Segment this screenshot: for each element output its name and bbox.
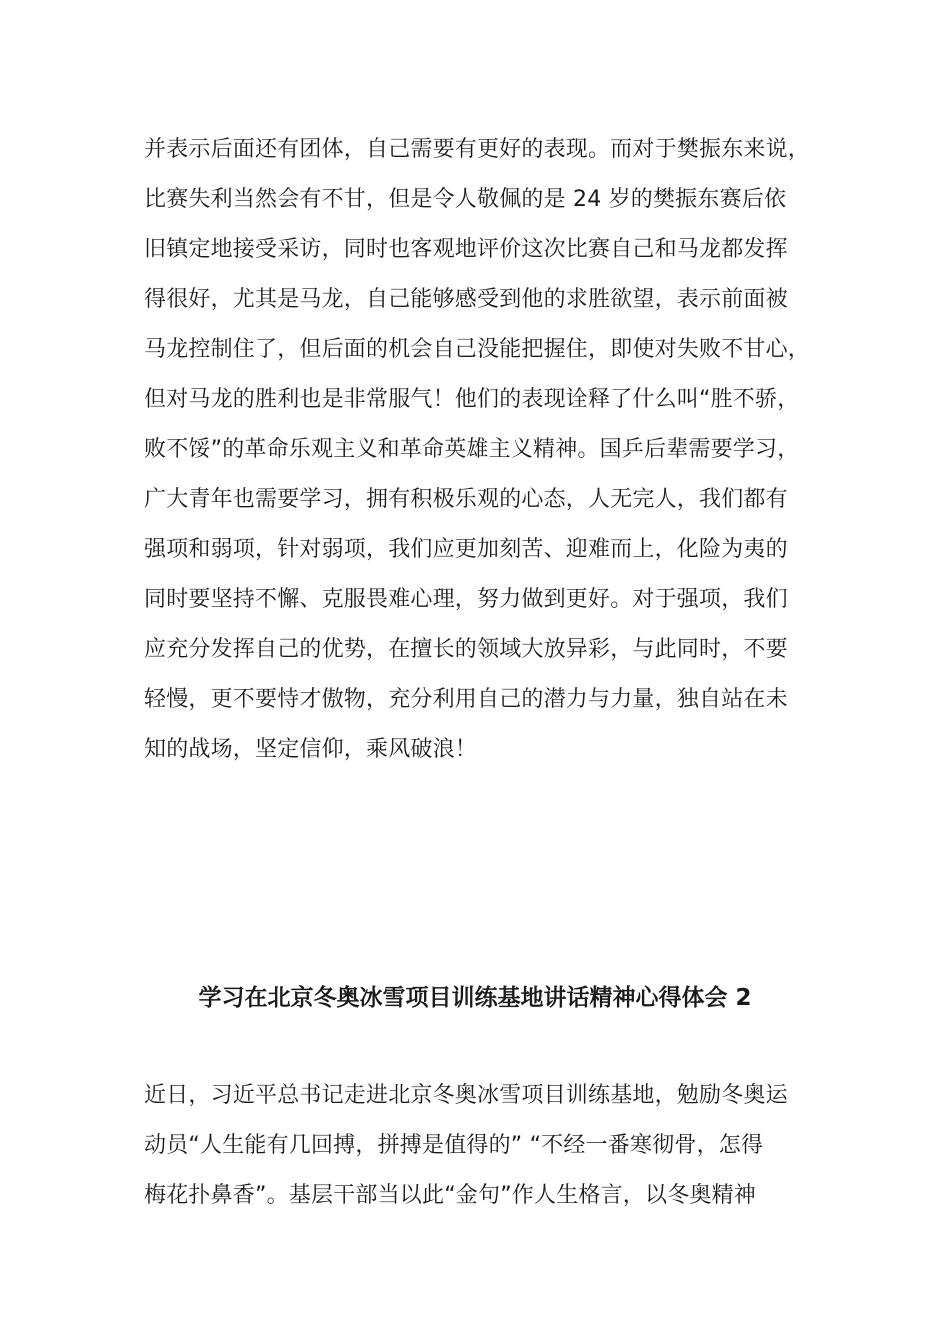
- body-paragraph-1: [144, 125, 811, 775]
- paragraph-line: 动员“人生能有几回搏，拼搏是值得的” “不经一番寒彻骨，怎得: [144, 1133, 764, 1158]
- paragraph-line: 败不馁”的革命乐观主义和革命英雄主义精神。国乒后辈需要学习，: [144, 437, 800, 462]
- paragraph-line: 梅花扑鼻香”。基层干部当以此“金句”作人生格言，以冬奥精神: [144, 1183, 756, 1208]
- paragraph-line: 知的战场，坚定信仰，乘风破浪！: [144, 737, 478, 762]
- paragraph-line: 马龙控制住了，但后面的机会自己没能把握住，即使对失败不甘心，: [144, 337, 811, 362]
- paragraph-line: 轻慢，更不要恃才傲物，充分利用自己的潜力与力量，独自站在未: [144, 687, 788, 712]
- paragraph-line: 但对马龙的胜利也是非常服气！他们的表现诠释了什么叫“胜不骄，: [144, 387, 800, 412]
- body-paragraph-2: [144, 1071, 808, 1221]
- paragraph-line: 同时要坚持不懈、克服畏难心理，努力做到更好。对于强项，我们: [144, 587, 788, 612]
- paragraph-line: 并表示后面还有团体，自己需要有更好的表现。而对于樊振东来说，: [144, 137, 811, 162]
- section-heading: 学习在北京冬奥冰雪项目训练基地讲话精神心得体会 2: [198, 985, 752, 1011]
- paragraph-line: 得很好，尤其是马龙，自己能够感受到他的求胜欲望，表示前面被: [144, 287, 788, 312]
- paragraph-line: 强项和弱项，针对弱项，我们应更加刻苦、迎难而上，化险为夷的: [144, 537, 788, 562]
- paragraph-line: 旧镇定地接受采访，同时也客观地评价这次比赛自己和马龙都发挥: [144, 237, 788, 262]
- paragraph-line: 近日，习近平总书记走进北京冬奥冰雪项目训练基地，勉励冬奥运: [144, 1083, 788, 1108]
- paragraph-line: 广大青年也需要学习，拥有积极乐观的心态，人无完人，我们都有: [144, 487, 788, 512]
- paragraph-line: 应充分发挥自己的优势，在擅长的领域大放异彩，与此同时，不要: [144, 637, 788, 662]
- paragraph-line: 比赛失利当然会有不甘，但是令人敬佩的是 24 岁的樊振东赛后依: [144, 187, 787, 212]
